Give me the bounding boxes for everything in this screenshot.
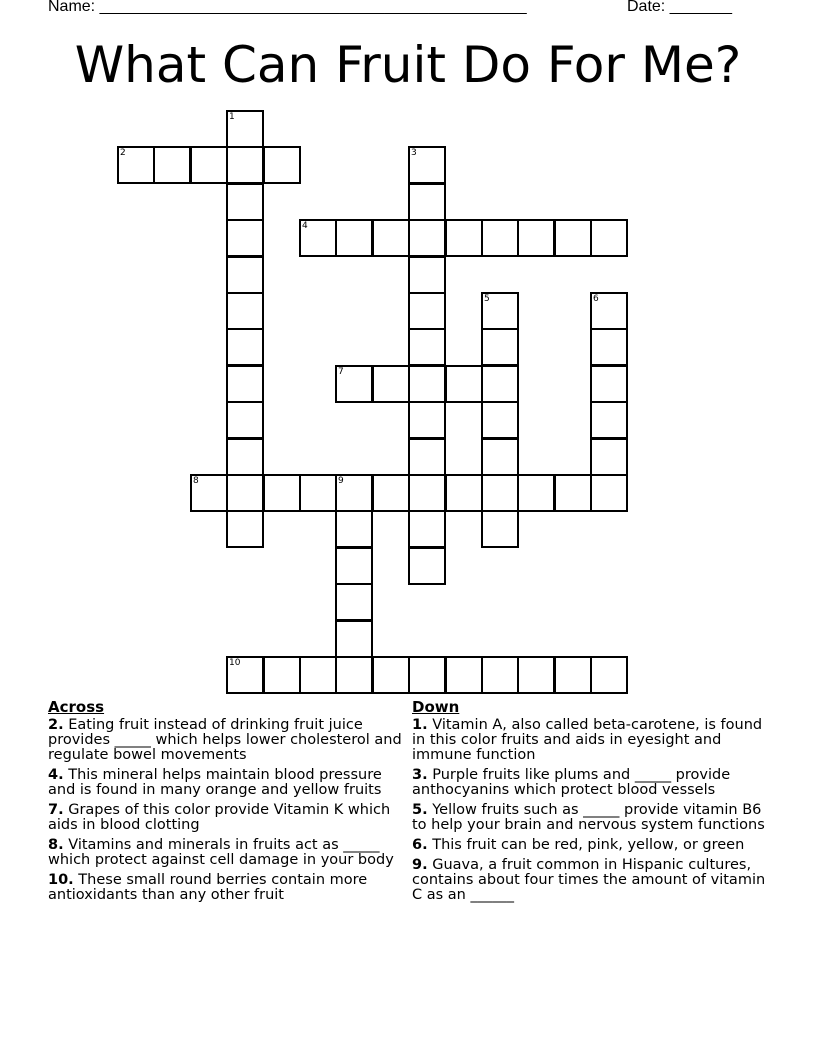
clue-text: Guava, a fruit common in Hispanic cultures, contains about four times the amount of vitamin C as an ______ — [412, 857, 766, 903]
grid-cell[interactable] — [408, 547, 446, 585]
clue-text: Purple fruits like plums and _____ provide anthocyanins which protect blood vessels — [412, 767, 731, 798]
grid-cell[interactable] — [445, 656, 483, 694]
grid-cell[interactable] — [408, 219, 446, 257]
clue-number: 9. — [412, 857, 428, 873]
grid-cell[interactable] — [335, 510, 373, 548]
grid-cell[interactable] — [408, 292, 446, 330]
page-title: What Can Fruit Do For Me? — [74, 36, 742, 94]
grid-cell[interactable] — [481, 365, 519, 403]
across-clue-list — [48, 718, 408, 903]
grid-cell[interactable] — [408, 510, 446, 548]
grid-cell[interactable] — [590, 328, 628, 366]
grid-cell[interactable] — [408, 328, 446, 366]
grid-cell[interactable] — [263, 656, 301, 694]
grid-cell[interactable] — [408, 365, 446, 403]
clue-text: These small round berries contain more antioxidants than any other fruit — [48, 872, 368, 903]
cell-number: 2 — [120, 148, 126, 158]
grid-cell[interactable] — [226, 256, 264, 294]
across-clue — [48, 718, 408, 763]
grid-cell[interactable] — [372, 474, 410, 512]
clue-number: 6. — [412, 837, 428, 853]
grid-cell[interactable] — [335, 583, 373, 621]
clue-text: This mineral helps maintain blood pressure and is found in many orange and yellow fruits — [48, 767, 382, 798]
clue-text: Grapes of this color provide Vitamin K which aids in blood clotting — [48, 802, 391, 833]
grid-cell[interactable] — [226, 401, 264, 439]
grid-cell[interactable] — [445, 474, 483, 512]
grid-cell[interactable] — [226, 328, 264, 366]
grid-cell[interactable] — [481, 438, 519, 476]
across-clue — [48, 873, 408, 903]
clue-number: 10. — [48, 872, 74, 888]
clue-number: 2. — [48, 717, 64, 733]
grid-cell[interactable] — [335, 219, 373, 257]
grid-cell[interactable] — [299, 474, 337, 512]
down-clue — [412, 718, 772, 763]
grid-cell[interactable] — [335, 365, 373, 403]
down-clue — [412, 803, 772, 833]
cell-number: 10 — [229, 658, 241, 668]
grid-cell[interactable] — [481, 401, 519, 439]
grid-cell[interactable] — [408, 256, 446, 294]
across-clues — [48, 700, 408, 908]
cell-number: 4 — [302, 221, 308, 231]
grid-cell[interactable] — [226, 365, 264, 403]
grid-cell[interactable] — [445, 365, 483, 403]
clue-text: Vitamin A, also called beta-carotene, is found in this color fruits and aids in eyesight and immune function — [412, 717, 763, 763]
clue-number: 8. — [48, 837, 64, 853]
name-field[interactable]: Name: ________________________________________________ — [48, 0, 527, 15]
down-clue-list — [412, 718, 772, 903]
grid-cell[interactable] — [335, 474, 373, 512]
grid-cell[interactable] — [226, 146, 264, 184]
clue-number: 3. — [412, 767, 428, 783]
grid-cell[interactable] — [299, 656, 337, 694]
down-clue — [412, 768, 772, 798]
grid-cell[interactable] — [226, 438, 264, 476]
cell-number: 7 — [338, 367, 344, 377]
clue-text: Vitamins and minerals in fruits act as _____ which protect against cell damage in your body — [48, 837, 394, 868]
grid-cell[interactable] — [481, 474, 519, 512]
grid-cell[interactable] — [517, 219, 555, 257]
grid-cell[interactable] — [408, 438, 446, 476]
grid-cell[interactable] — [590, 474, 628, 512]
grid-cell[interactable] — [153, 146, 191, 184]
down-clues — [412, 700, 772, 908]
grid-cell[interactable] — [226, 656, 264, 694]
clue-text: This fruit can be red, pink, yellow, or green — [432, 837, 745, 853]
grid-cell[interactable] — [590, 365, 628, 403]
across-clue — [48, 803, 408, 833]
across-clue — [48, 768, 408, 798]
grid-cell[interactable] — [372, 219, 410, 257]
grid-cell[interactable] — [481, 219, 519, 257]
grid-cell[interactable] — [445, 219, 483, 257]
grid-cell[interactable] — [372, 365, 410, 403]
cell-number: 6 — [593, 294, 599, 304]
grid-cell[interactable] — [554, 219, 592, 257]
grid-cell[interactable] — [517, 656, 555, 694]
grid-cell[interactable] — [408, 183, 446, 221]
grid-cell[interactable] — [299, 219, 337, 257]
grid-cell[interactable] — [590, 219, 628, 257]
grid-cell[interactable] — [481, 292, 519, 330]
grid-cell[interactable] — [590, 438, 628, 476]
grid-cell[interactable] — [263, 146, 301, 184]
grid-cell[interactable] — [481, 328, 519, 366]
grid-cell[interactable] — [408, 401, 446, 439]
grid-cell[interactable] — [190, 474, 228, 512]
grid-cell[interactable] — [372, 656, 410, 694]
down-clue — [412, 858, 772, 903]
clue-number: 5. — [412, 802, 428, 818]
cell-number: 9 — [338, 476, 344, 486]
grid-cell[interactable] — [335, 547, 373, 585]
grid-cell[interactable] — [335, 620, 373, 658]
clue-text: Yellow fruits such as _____ provide vitamin B6 to help your brain and nervous system functions — [412, 802, 765, 833]
grid-cell[interactable] — [517, 474, 555, 512]
grid-cell[interactable] — [481, 510, 519, 548]
grid-cell[interactable] — [226, 474, 264, 512]
down-clue — [412, 838, 772, 853]
grid-cell[interactable] — [226, 292, 264, 330]
across-heading: Across — [48, 698, 105, 716]
grid-cell[interactable] — [226, 219, 264, 257]
grid-cell[interactable] — [554, 656, 592, 694]
grid-cell[interactable] — [590, 401, 628, 439]
date-field[interactable]: Date: _______ — [627, 0, 732, 15]
cell-number: 5 — [484, 294, 490, 304]
grid-cell[interactable] — [263, 474, 301, 512]
grid-cell[interactable] — [226, 183, 264, 221]
grid-cell[interactable] — [554, 474, 592, 512]
cell-number: 8 — [193, 476, 199, 486]
clue-number: 1. — [412, 717, 428, 733]
cell-number: 3 — [411, 148, 417, 158]
grid-cell[interactable] — [408, 146, 446, 184]
cell-number: 1 — [229, 112, 235, 122]
grid-cell[interactable] — [408, 474, 446, 512]
grid-cell[interactable] — [190, 146, 228, 184]
grid-cell[interactable] — [226, 110, 264, 148]
down-heading: Down — [412, 698, 460, 716]
clue-number: 4. — [48, 767, 64, 783]
grid-cell[interactable] — [481, 656, 519, 694]
across-clue — [48, 838, 408, 868]
grid-cell[interactable] — [117, 146, 155, 184]
grid-cell[interactable] — [335, 656, 373, 694]
grid-cell[interactable] — [408, 656, 446, 694]
grid-cell[interactable] — [590, 292, 628, 330]
grid-cell[interactable] — [590, 656, 628, 694]
clue-number: 7. — [48, 802, 64, 818]
grid-cell[interactable] — [226, 510, 264, 548]
clue-text: Eating fruit instead of drinking fruit juice provides _____ which helps lower cholesterol and regulate bowel movements — [48, 717, 402, 763]
